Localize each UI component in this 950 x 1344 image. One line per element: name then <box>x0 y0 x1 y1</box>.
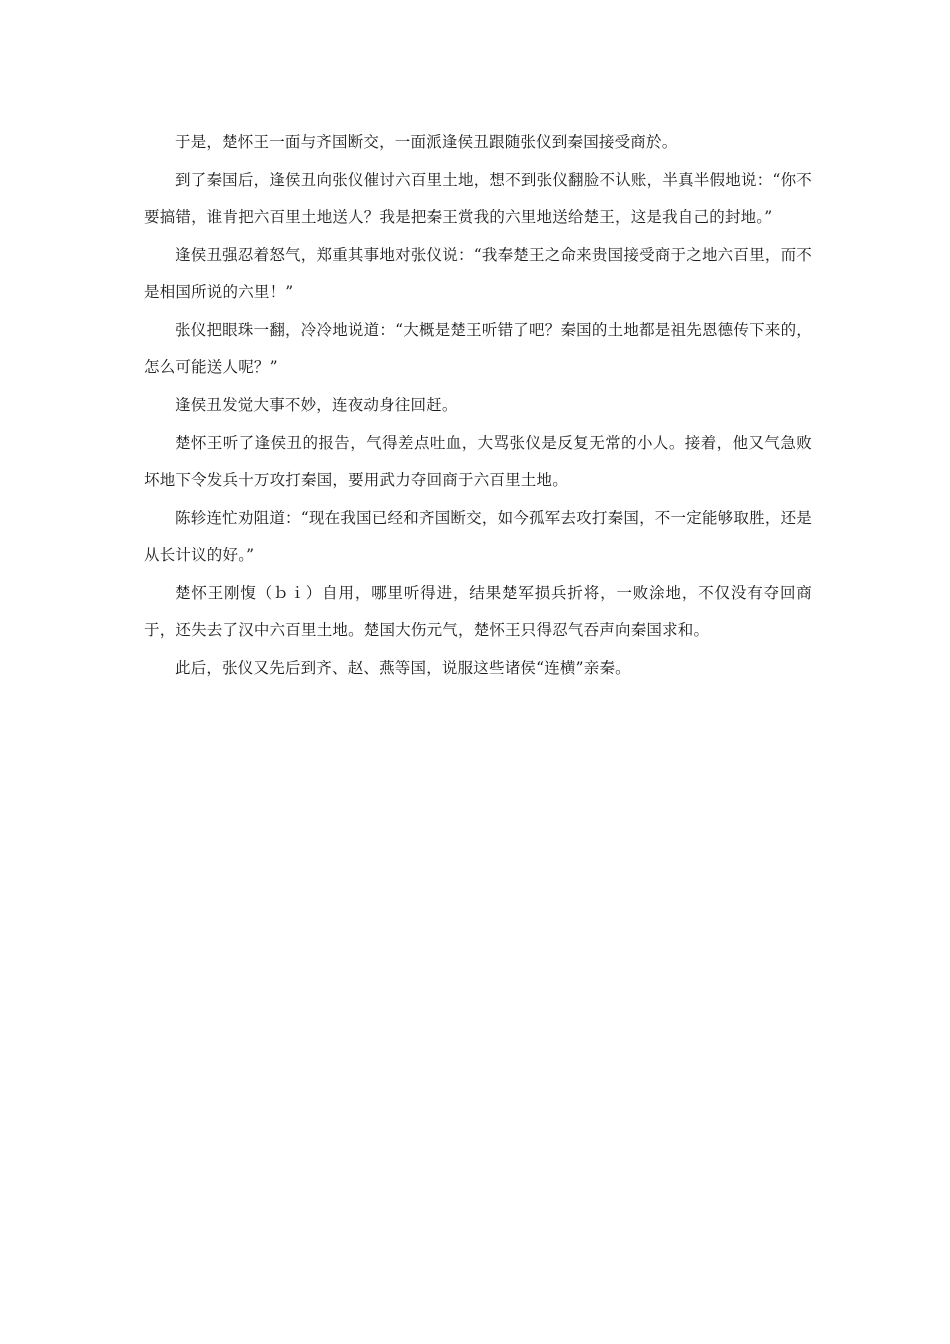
paragraph: 逢侯丑强忍着怒气，郑重其事地对张仪说：“我奉楚王之命来贵国接受商于之地六百里，而不是相国所说的六里！” <box>144 246 812 301</box>
paragraph: 逢侯丑发觉大事不妙，连夜动身往回赶。 <box>175 396 458 414</box>
paragraph: 张仪把眼珠一翻，冷冷地说道：“大概是楚王听错了吧？秦国的土地都是祖先恩德传下来的，怎么可能送人呢？” <box>144 321 812 376</box>
paragraph: 到了秦国后，逢侯丑向张仪催讨六百里土地，想不到张仪翻脸不认账，半真半假地说：“你不要搞错，谁肯把六百里土地送人？我是把秦王赏我的六里地送给楚王，这是我自己的封地。” <box>144 171 812 226</box>
paragraph: 楚怀王刚愎（ｂｉ）自用，哪里听得进，结果楚军损兵折将，一败涂地，不仅没有夺回商于，还失去了汉中六百里土地。楚国大伤元气，楚怀王只得忍气吞声向秦国求和。 <box>144 584 812 639</box>
paragraph: 此后，张仪又先后到齐、赵、燕等国，说服这些诸侯“连横”亲秦。 <box>175 659 631 677</box>
document-body <box>144 124 812 688</box>
paragraph: 于是，楚怀王一面与齐国断交，一面派逢侯丑跟随张仪到秦国接受商於。 <box>175 133 678 151</box>
paragraph: 陈轸连忙劝阻道：“现在我国已经和齐国断交，如今孤军去攻打秦国，不一定能够取胜，还是从长计议的好。” <box>144 509 812 564</box>
paragraph: 楚怀王听了逢侯丑的报告，气得差点吐血，大骂张仪是反复无常的小人。接着，他又气急败坏地下令发兵十万攻打秦国，要用武力夺回商于六百里土地。 <box>144 434 812 489</box>
